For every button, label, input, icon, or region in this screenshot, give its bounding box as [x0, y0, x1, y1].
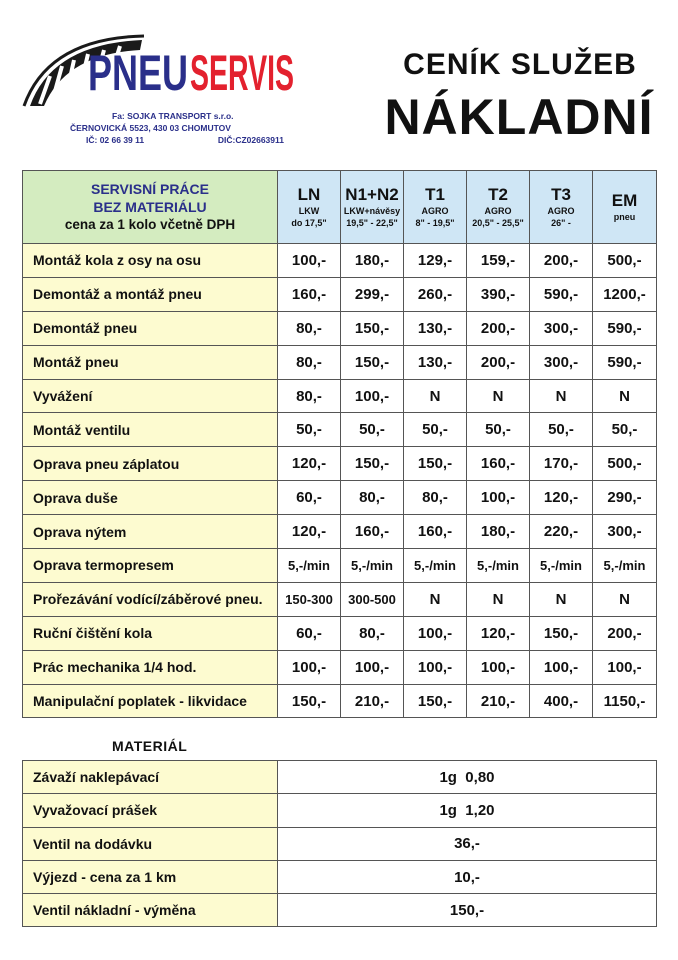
material-title: MATERIÁL: [112, 738, 188, 754]
service-name: Prořezávání vodící/záběrové pneu.: [23, 582, 278, 616]
service-name: Demontáž a montáž pneu: [23, 277, 278, 311]
table-row: [23, 582, 657, 616]
table-row: [23, 345, 657, 379]
price-cell: 5,-/min: [467, 549, 530, 583]
price-cell: 100,-: [404, 650, 467, 684]
price-cell: 130,-: [404, 311, 467, 345]
price-cell: 80,-: [278, 345, 341, 379]
header-service-label: SERVISNÍ PRÁCE BEZ MATERIÁLU cena za 1 kolo včetně DPH: [23, 171, 278, 244]
table-row: [23, 650, 657, 684]
price-cell: 150,-: [278, 684, 341, 718]
table-row: [23, 549, 657, 583]
price-cell: 299,-: [341, 277, 404, 311]
price-cell: 200,-: [467, 345, 530, 379]
table-row: [23, 684, 657, 718]
material-price: 10,-: [278, 860, 657, 893]
price-cell: 150,-: [404, 447, 467, 481]
price-cell: 260,-: [404, 277, 467, 311]
price-cell: 5,-/min: [593, 549, 657, 583]
price-cell: 300-500: [341, 582, 404, 616]
price-cell: 170,-: [530, 447, 593, 481]
price-cell: 290,-: [593, 481, 657, 515]
price-cell: 150,-: [341, 311, 404, 345]
column-header-t2: T2 AGRO 20,5" - 25,5": [467, 171, 530, 244]
price-cell: 100,-: [404, 616, 467, 650]
price-cell: 50,-: [467, 413, 530, 447]
price-cell: 50,-: [404, 413, 467, 447]
service-name: Oprava termopresem: [23, 549, 278, 583]
price-cell: 300,-: [593, 515, 657, 549]
price-cell: 100,-: [341, 650, 404, 684]
price-cell: 80,-: [278, 311, 341, 345]
price-cell: 130,-: [404, 345, 467, 379]
price-cell: 500,-: [593, 244, 657, 278]
service-rows: [23, 244, 657, 718]
price-cell: 120,-: [278, 447, 341, 481]
material-price: 36,-: [278, 827, 657, 860]
price-cell: 50,-: [278, 413, 341, 447]
table-row: [23, 860, 657, 893]
table-row: [23, 447, 657, 481]
price-cell: 150,-: [341, 345, 404, 379]
column-header-t1: T1 AGRO 8" - 19,5": [404, 171, 467, 244]
table-row: [23, 616, 657, 650]
table-row: [23, 894, 657, 927]
service-name: Montáž pneu: [23, 345, 278, 379]
price-cell: 160,-: [341, 515, 404, 549]
price-cell: 160,-: [278, 277, 341, 311]
price-cell: 120,-: [530, 481, 593, 515]
material-name: Výjezd - cena za 1 km: [23, 860, 278, 893]
price-cell: 150,-: [404, 684, 467, 718]
service-name: Prác mechanika 1/4 hod.: [23, 650, 278, 684]
price-cell: N: [593, 582, 657, 616]
table-row: [23, 827, 657, 860]
table-row: [23, 311, 657, 345]
price-cell: 590,-: [530, 277, 593, 311]
price-cell: 150-300: [278, 582, 341, 616]
price-cell: 129,-: [404, 244, 467, 278]
service-price-table: [22, 170, 657, 718]
company-name: Fa: SOJKA TRANSPORT s.r.o.: [112, 111, 234, 121]
price-cell: 200,-: [467, 311, 530, 345]
service-name: Montáž kola z osy na osu: [23, 244, 278, 278]
price-cell: N: [530, 379, 593, 413]
page-title: CENÍK SLUŽEB: [403, 48, 637, 81]
material-name: Ventil na dodávku: [23, 827, 278, 860]
price-cell: N: [530, 582, 593, 616]
material-name: Ventil nákladní - výměna: [23, 894, 278, 927]
price-cell: 210,-: [341, 684, 404, 718]
price-cell: 50,-: [530, 413, 593, 447]
material-price: 1g 1,20: [278, 794, 657, 827]
table-row: [23, 277, 657, 311]
price-cell: 100,-: [593, 650, 657, 684]
column-header-t3: T3 AGRO 26" -: [530, 171, 593, 244]
price-cell: 200,-: [593, 616, 657, 650]
company-ic: IČ: 02 66 39 11: [86, 135, 145, 145]
price-cell: 80,-: [341, 616, 404, 650]
price-cell: 80,-: [278, 379, 341, 413]
brand-part2: SERVIS: [190, 45, 294, 101]
material-name: Závaží naklepávací: [23, 761, 278, 794]
price-cell: 220,-: [530, 515, 593, 549]
price-cell: 159,-: [467, 244, 530, 278]
price-cell: 500,-: [593, 447, 657, 481]
table-row: [23, 515, 657, 549]
price-cell: 80,-: [341, 481, 404, 515]
table-row: [23, 761, 657, 794]
pneuservis-logo: [22, 36, 297, 108]
table-row: [23, 244, 657, 278]
service-name: Oprava pneu záplatou: [23, 447, 278, 481]
price-cell: 50,-: [341, 413, 404, 447]
price-cell: 390,-: [467, 277, 530, 311]
price-cell: 210,-: [467, 684, 530, 718]
material-price: 1g 0,80: [278, 761, 657, 794]
column-header-em: EM pneu: [593, 171, 657, 244]
price-cell: 5,-/min: [341, 549, 404, 583]
table-row: [23, 379, 657, 413]
service-name: Manipulační poplatek - likvidace: [23, 684, 278, 718]
price-cell: 120,-: [467, 616, 530, 650]
price-cell: N: [404, 379, 467, 413]
table-row: [23, 481, 657, 515]
price-cell: 180,-: [341, 244, 404, 278]
price-cell: 80,-: [404, 481, 467, 515]
service-name: Montáž ventilu: [23, 413, 278, 447]
table-row: [23, 794, 657, 827]
price-cell: 100,-: [341, 379, 404, 413]
table-row: [23, 413, 657, 447]
price-cell: 150,-: [530, 616, 593, 650]
company-address: ČERNOVICKÁ 5523, 430 03 CHOMUTOV: [70, 123, 231, 133]
price-cell: 1200,-: [593, 277, 657, 311]
table-header-row: [23, 171, 657, 244]
price-cell: 180,-: [467, 515, 530, 549]
material-name: Vyvažovací prášek: [23, 794, 278, 827]
price-cell: 100,-: [467, 481, 530, 515]
price-cell: N: [467, 582, 530, 616]
column-header-ln: LN LKW do 17,5": [278, 171, 341, 244]
price-cell: 100,-: [467, 650, 530, 684]
price-cell: 1150,-: [593, 684, 657, 718]
price-cell: 100,-: [530, 650, 593, 684]
service-name: Oprava nýtem: [23, 515, 278, 549]
price-cell: 5,-/min: [278, 549, 341, 583]
service-name: Ruční čištění kola: [23, 616, 278, 650]
service-name: Oprava duše: [23, 481, 278, 515]
price-cell: 300,-: [530, 311, 593, 345]
price-cell: 300,-: [530, 345, 593, 379]
price-cell: 160,-: [404, 515, 467, 549]
price-cell: 590,-: [593, 345, 657, 379]
brand-part1: PNEU: [88, 45, 188, 101]
company-info: [70, 110, 290, 146]
price-cell: N: [467, 379, 530, 413]
price-cell: 50,-: [593, 413, 657, 447]
price-cell: 590,-: [593, 311, 657, 345]
service-name: Vyvážení: [23, 379, 278, 413]
price-cell: 400,-: [530, 684, 593, 718]
price-cell: 60,-: [278, 616, 341, 650]
material-price-table: [22, 760, 657, 927]
material-price: 150,-: [278, 894, 657, 927]
price-cell: 120,-: [278, 515, 341, 549]
column-header-n1n2: N1+N2 LKW+návěsy 19,5" - 22,5": [341, 171, 404, 244]
price-cell: 5,-/min: [530, 549, 593, 583]
material-rows: [23, 761, 657, 927]
price-cell: N: [404, 582, 467, 616]
price-cell: 150,-: [341, 447, 404, 481]
price-cell: 160,-: [467, 447, 530, 481]
price-cell: 200,-: [530, 244, 593, 278]
price-cell: 60,-: [278, 481, 341, 515]
price-cell: 100,-: [278, 244, 341, 278]
company-dic: DIČ:CZ02663911: [217, 135, 284, 145]
page-subtitle: NÁKLADNÍ: [384, 89, 654, 145]
price-cell: 100,-: [278, 650, 341, 684]
service-name: Demontáž pneu: [23, 311, 278, 345]
price-cell: 5,-/min: [404, 549, 467, 583]
price-cell: N: [593, 379, 657, 413]
